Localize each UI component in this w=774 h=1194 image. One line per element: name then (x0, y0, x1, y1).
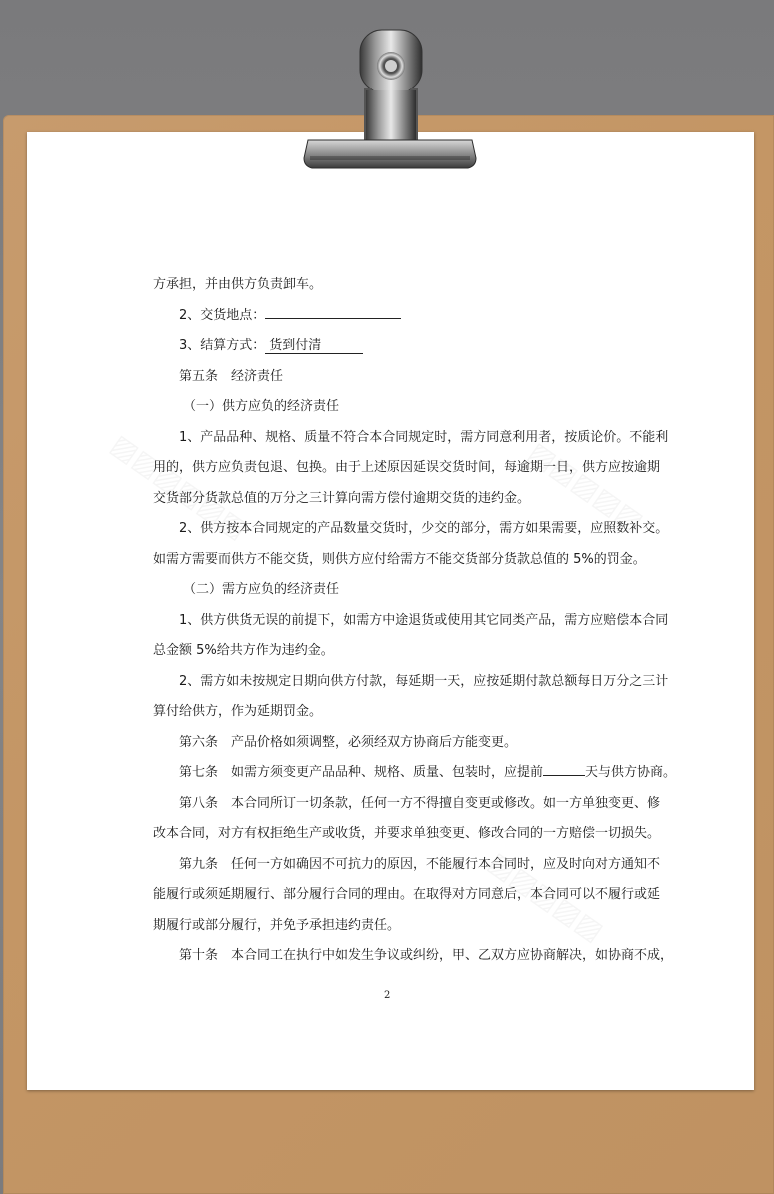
page-number: 2 (384, 990, 391, 1001)
settlement-line (153, 331, 641, 362)
article-seven-tail: 天与供方协商。 (585, 765, 677, 780)
doc-line: 2、需方如未按规定日期向供方付款，每延期一天，应按延期付款总额每日万分之三计 (179, 673, 669, 689)
delivery-location-field (265, 304, 401, 319)
doc-line: 方承担，并由供方负责卸车。 (153, 277, 323, 292)
doc-line: 第六条 产品价格如须调整，必须经双方协商后方能变更。 (179, 734, 518, 750)
doc-line: 第十条 本合同工在执行中如发生争议或纠纷，甲、乙双方应协商解决，如协商不成， (179, 948, 674, 963)
settlement-label: 3、结算方式： (179, 338, 266, 353)
doc-line: 能履行或须延期履行、部分履行合同的理由。在取得对方同意后，本合同可以不履行或延 (153, 887, 661, 902)
settlement-field (265, 339, 363, 354)
doc-line: 2、供方按本合同规定的产品数量交货时，少交的部分，需方如果需要，应照数补交。 (179, 521, 669, 536)
doc-line: 算付给供方，作为延期罚金。 (153, 704, 323, 719)
doc-line: 1、产品品种、规格、质量不符合本合同规定时，需方同意利用者，按质论价。不能利 (179, 429, 669, 445)
article-seven-line (153, 758, 677, 789)
doc-line: 1、供方供货无误的前提下，如需方中途退货或使用其它同类产品，需方应赔偿本合同 (179, 612, 669, 628)
section-heading: （一）供方应负的经济责任 (183, 399, 340, 414)
binder-clip-icon (300, 28, 480, 178)
doc-line: 交货部分货款总值的万分之三计算向需方偿付逾期交货的违约金。 (153, 490, 531, 506)
settlement-value: 货到付清 (269, 338, 322, 353)
doc-line: 期履行或部分履行，并免予承担违约责任。 (153, 917, 401, 933)
document-body (153, 270, 677, 972)
doc-line: 如需方需要而供方不能交货，则供方应付给需方不能交货部分货款总值的 5%的罚金。 (153, 551, 646, 567)
doc-line: 第八条 本合同所订一切条款，任何一方不得擅自变更或修改。如一方单独变更、修 (179, 795, 661, 811)
article-heading: 第五条 经济责任 (179, 368, 284, 384)
article-seven-text: 第七条 如需方须变更产品品种、规格、质量、包装时，应提前 (179, 765, 544, 780)
days-blank (543, 761, 585, 776)
delivery-location-label: 2、交货地点： (179, 307, 266, 323)
doc-line: 第九条 任何一方如确因不可抗力的原因，不能履行本合同时，应及时向对方通知不 (179, 856, 661, 872)
doc-line: 总金额 5%给共方作为违约金。 (153, 643, 334, 658)
delivery-location-line (153, 301, 641, 332)
doc-line: 用的，供方应负责包退、包换。由于上述原因延误交货时间，每逾期一日，供方应按逾期 (153, 460, 661, 475)
section-heading: （二）需方应负的经济责任 (183, 582, 340, 597)
doc-line: 改本合同，对方有权拒绝生产或收货，并要求单独变更、修改合同的一方赔偿一切损失。 (153, 826, 661, 841)
